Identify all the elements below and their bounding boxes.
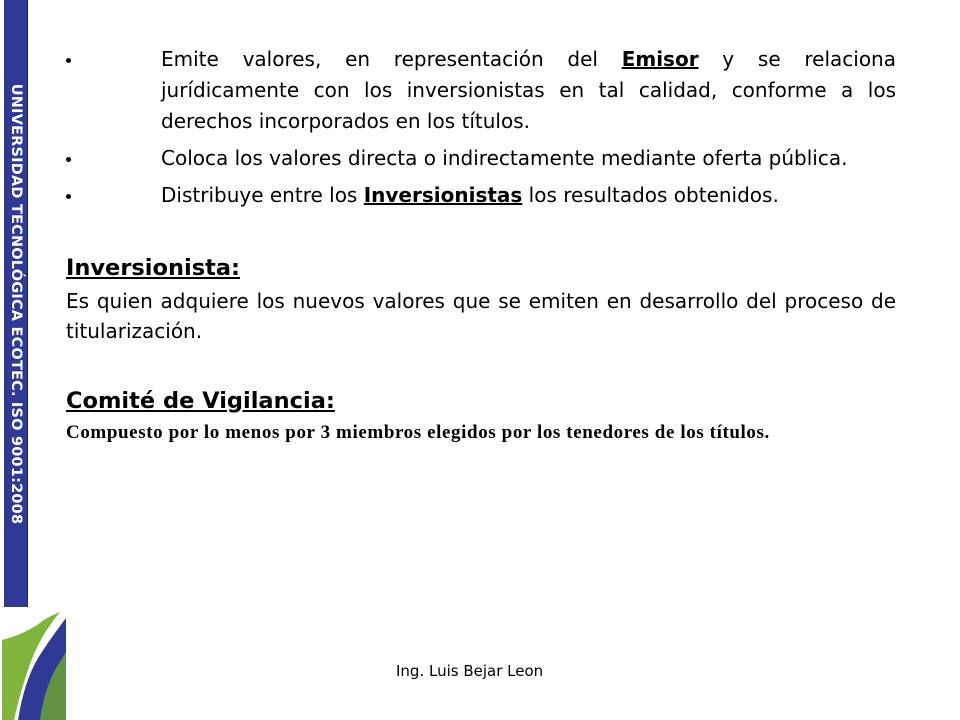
section-body-comite: Compuesto por lo menos por 3 miembros elegidos por los tenedores de los títulos.	[66, 422, 770, 443]
section-heading-inversionista: Inversionista:	[66, 255, 241, 281]
university-name: UNIVERSIDAD TECNOLÓGICA ECOTEC. ISO 9001:2008	[7, 83, 24, 524]
bullet-icon	[66, 157, 71, 162]
slide-content	[66, 44, 896, 448]
footer-author: Ing. Luis Bejar Leon	[396, 662, 544, 680]
bullet-text: Coloca los valores directa o indirectamente mediante oferta pública.	[161, 146, 848, 170]
bullet-text: Emite valores, en representación del	[161, 47, 622, 71]
bullet-text: Distribuye entre los	[161, 183, 364, 207]
bullet-icon	[66, 194, 71, 199]
bullet-item	[66, 143, 896, 174]
emphasis-term: Inversionistas	[363, 183, 523, 207]
section-body-inversionista: Es quien adquiere los nuevos valores que se emiten en desarrollo del proceso de titularización.	[66, 289, 896, 343]
bullet-item	[66, 180, 896, 211]
leaf-logo-icon	[0, 612, 68, 720]
section-heading-comite: Comité de Vigilancia:	[66, 388, 335, 414]
bullet-item	[66, 44, 896, 137]
bullet-text: y se relaciona jurídicamente con los inversionistas en tal calidad, conforme a los derechos incorporados en los títulos.	[161, 47, 896, 133]
bullet-list	[66, 44, 896, 211]
sidebar-banner	[4, 0, 27, 607]
emphasis-term: Emisor	[621, 47, 699, 71]
bullet-icon	[66, 58, 71, 63]
bullet-text: los resultados obtenidos.	[522, 183, 779, 207]
